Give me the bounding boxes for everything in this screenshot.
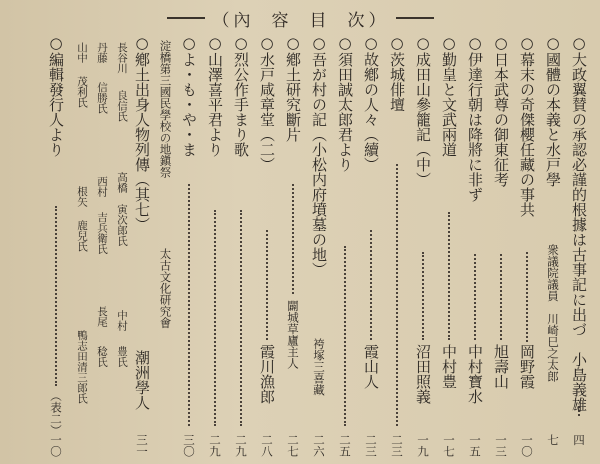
entry-author: 岡野霞 [518,344,536,389]
entry-page: 二九 [208,434,222,457]
person-name: 山中 [76,42,88,63]
toc-entry[interactable] [488,34,514,458]
entry-title: ○國體の本義と水戸學 [544,34,562,187]
toc-entry[interactable] [540,34,566,458]
entry-page: 一七 [442,434,456,457]
person-name: 中村 [116,310,128,331]
entry-page: 七 [546,434,560,446]
entry-author: 沼田照義 [414,344,432,404]
toc-entry[interactable] [280,34,306,458]
toc-entry[interactable] [176,34,202,458]
heading-rule-right [396,17,434,19]
person-names-column [109,34,129,458]
entry-title: ○大政翼賛の承認必謹的根據は古事記に出づ [570,34,588,337]
person-name: 鹿兒氏 [76,220,88,252]
entry-title: ○成田山參籠記（中） [414,34,432,187]
person-name: 長尾 [96,306,108,327]
entry-author: 中村寶水 [466,344,484,404]
entry-author: 霞川漁郎 [258,344,276,404]
person-name: 吉兵衛氏 [96,212,108,254]
entry-page: 二五 [338,434,352,457]
person-name: 丹藤 [96,42,108,63]
entry-title: ○水戸咸章堂（二） [258,34,276,172]
entry-title: ○鄕土出身人物列傳（其七） [133,34,151,232]
toc-entry[interactable] [254,34,280,458]
entry-title: ○吾が村の記（小松内府墳墓の地） [310,34,328,277]
toc-sub-entry[interactable] [155,34,176,458]
toc-columns [43,34,592,458]
toc-entry[interactable] [202,34,228,458]
person-name: 信勝氏 [96,82,108,114]
entry-title: ○勤皇と文武兩道 [440,34,458,157]
entry-title: ○烈公作手まり歌 [232,34,250,157]
person-names-column [69,34,89,458]
entry-page: 二三 [390,434,404,457]
entry-note: （表二） [49,390,63,436]
entry-title: ○茨城俳壇 [388,34,406,112]
entry-title: ○鄕土研究斷片 [284,34,302,142]
entry-page: 二九 [234,434,248,457]
entry-author: 闢城草廬主人 [286,300,300,369]
page-title: 內 容 目 次 [233,10,367,31]
person-name: 豊氏 [116,346,128,367]
entry-page: 四 [572,434,586,446]
entry-title: ○よ・も・や・ま [180,34,198,157]
entry-title: ○須田誠太郎君より [336,34,354,172]
entry-author: 潮洲學人 [133,350,151,410]
entry-page: 三一 [135,434,149,457]
person-names-column [89,34,109,458]
toc-entry[interactable] [566,34,592,458]
sub-entry-title: 淀橋第三國民學校の地鎭祭 [158,40,173,178]
entry-page: 二六 [312,434,326,457]
entry-author: 中村豊 [440,344,458,389]
heading-rule-left [167,17,205,19]
entry-author: 小島義雄 [570,352,588,412]
toc-entry[interactable] [306,34,332,458]
toc-heading: （ 內 容 目 次 ） [130,6,470,30]
entry-title: ○幕末の奇傑櫻任藏の事共 [518,34,536,217]
toc-entry[interactable] [332,34,358,458]
toc-entry[interactable] [436,34,462,458]
entry-page: 三〇 [182,434,196,457]
toc-entry[interactable] [358,34,384,458]
entry-page: 一〇 [520,434,534,457]
entry-author: 袴塚三喜藏 [312,338,326,396]
person-name: 鴨志田清三郎氏 [76,330,88,404]
person-name: 良信氏 [116,90,128,122]
entry-title: ○故鄕の人々（續） [362,34,380,172]
entry-page: 一〇 [49,434,63,457]
toc-entry[interactable] [384,34,410,458]
entry-page: 二三 [364,434,378,457]
entry-title: ○伊達行朝は降將に非ず [466,34,484,202]
entry-page: 二八 [260,434,274,457]
entry-page: 二七 [286,434,300,457]
entry-page: 一三 [494,434,508,457]
entry-author: 霞山人 [362,344,380,389]
person-name: 茂利氏 [76,76,88,108]
entry-page: 一五 [468,434,482,457]
entry-title: ○日本武尊の御東征考 [492,34,510,187]
person-name: 長谷川 [116,42,128,74]
toc-entry[interactable] [462,34,488,458]
sub-entry-author: 太古文化研究會 [158,248,173,329]
toc-entry[interactable] [129,34,155,458]
toc-entry[interactable] [514,34,540,458]
person-name: 西村 [96,176,108,197]
person-name: 根矢 [76,186,88,207]
person-name: 寅次郎氏 [116,204,128,246]
person-name: 稔氏 [96,346,108,367]
entry-author: 旭壽山 [492,344,510,389]
toc-entry[interactable] [43,34,69,458]
entry-title: ○編輯發行人より [47,34,65,157]
entry-page: 一九 [416,434,430,457]
toc-entry[interactable] [410,34,436,458]
person-name: 高橋 [116,172,128,193]
entry-author: 衆議院議員 川崎巳之太郎 [546,244,560,382]
toc-entry[interactable] [228,34,254,458]
entry-title: ○山澤喜平君より [206,34,224,157]
